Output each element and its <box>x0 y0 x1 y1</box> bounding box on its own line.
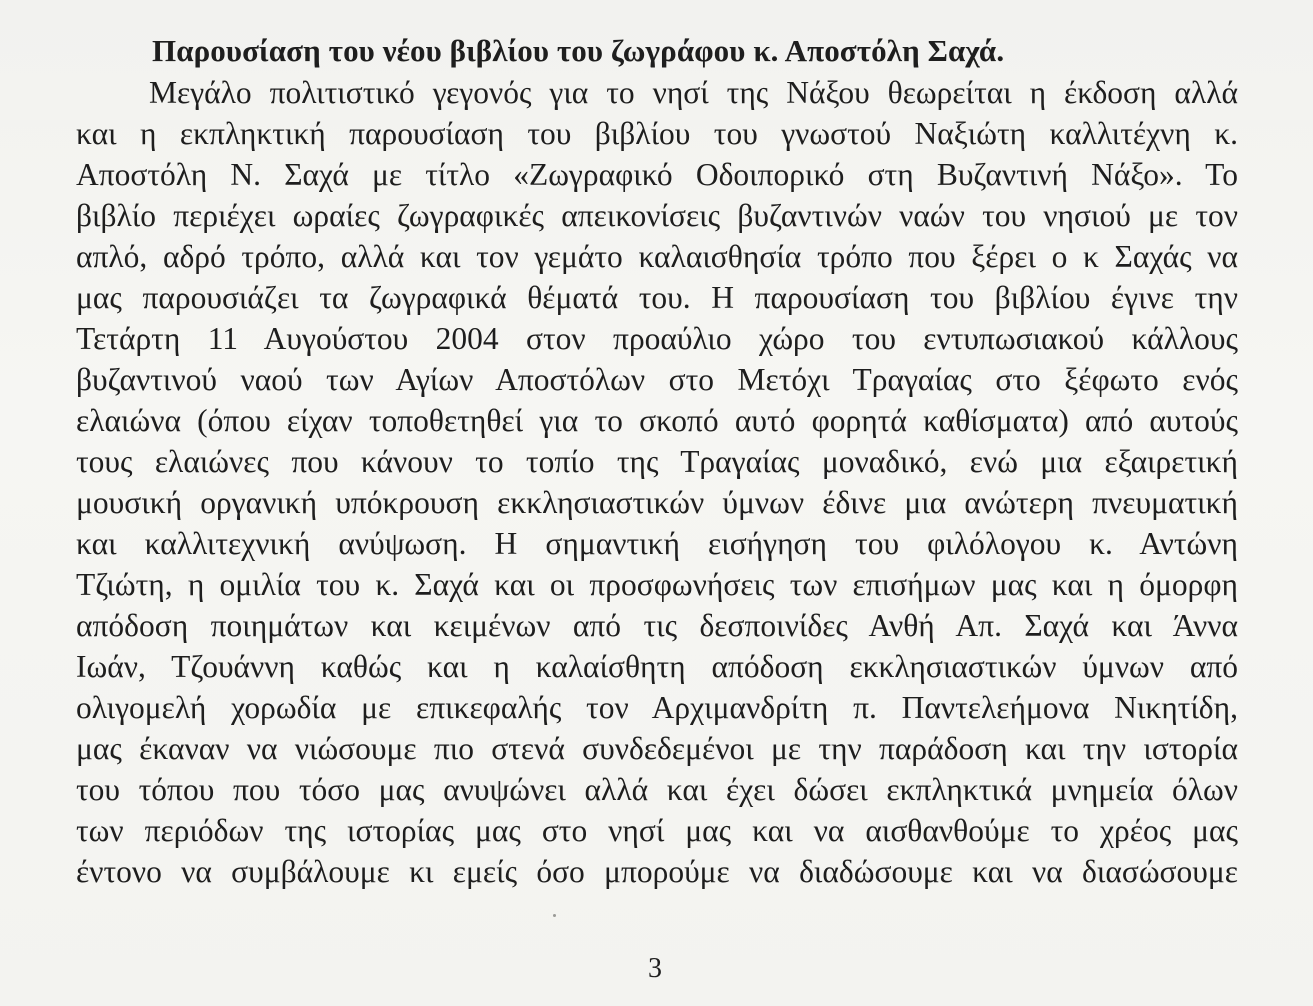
paragraph-line: μας παρουσιάζει τα ζωγραφικά θέματά του. Η παρουσίαση του βιβλίου έγινε την <box>76 280 1238 315</box>
paragraph-line: βιβλίο περιέχει ωραίες ζωγραφικές απεικονίσεις βυζαντινών ναών του νησιού με τον <box>76 198 1238 233</box>
paragraph-line: Μεγάλο πολιτιστικό γεγονός για το νησί της Νάξου θεωρείται η έκδοση αλλά <box>149 75 1238 110</box>
scan-speck <box>553 914 556 917</box>
paragraph-line: Τζιώτη, η ομιλία του κ. Σαχά και οι προσφωνήσεις των επισήμων μας και η όμορφη <box>76 567 1238 602</box>
paragraph-line: Τετάρτη 11 Αυγούστου 2004 στον προαύλιο χώρο του εντυπωσιακού κάλλους <box>76 321 1238 356</box>
paragraph-line: απλό, αδρό τρόπο, αλλά και τον γεμάτο καλαισθησία τρόπο που ξέρει ο κ Σαχάς να <box>76 239 1238 274</box>
page-number: 3 <box>648 953 662 984</box>
paragraph-line: Αποστόλη Ν. Σαχά με τίτλο «Ζωγραφικό Οδοιπορικό στη Βυζαντινή Νάξο». Το <box>76 157 1238 192</box>
paragraph-line: ελαιώνα (όπου είχαν τοποθετηθεί για το σκοπό αυτό φορητά καθίσματα) από αυτούς <box>76 403 1238 438</box>
paragraph-line: των περιόδων της ιστορίας μας στο νησί μας και να αισθανθούμε το χρέος μας <box>76 813 1238 848</box>
article-title: Παρουσίαση του νέου βιβλίου του ζωγράφου κ. Αποστόλη Σαχά. <box>152 33 1005 68</box>
article <box>76 30 1238 892</box>
paragraph-line: του τόπου που τόσο μας ανυψώνει αλλά και έχει δώσει εκπληκτικά μνημεία όλων <box>76 772 1238 807</box>
paragraph-line: και η εκπληκτική παρουσίαση του βιβλίου του γνωστού Ναξιώτη καλλιτέχνη κ. <box>76 116 1238 151</box>
paragraph-line: και καλλιτεχνική ανύψωση. Η σημαντική εισήγηση του φιλόλογου κ. Αντώνη <box>76 526 1238 561</box>
paragraph-line: ολιγομελή χορωδία με επικεφαλής τον Αρχιμανδρίτη π. Παντελεήμονα Νικητίδη, <box>76 690 1238 725</box>
paragraph-line: έντονο να συμβάλουμε κι εμείς όσο μπορούμε να διαδώσουμε και να διασώσουμε <box>76 854 1238 889</box>
paragraph-line: μουσική οργανική υπόκρουση εκκλησιαστικών ύμνων έδινε μια ανώτερη πνευματική <box>76 485 1238 520</box>
paragraph-line: βυζαντινού ναού των Αγίων Αποστόλων στο Μετόχι Τραγαίας στο ξέφωτο ενός <box>76 362 1238 397</box>
paragraph-line: τους ελαιώνες που κάνουν το τοπίο της Τραγαίας μοναδικό, ενώ μια εξαιρετική <box>76 444 1238 479</box>
paragraph-line: απόδοση ποιημάτων και κειμένων από τις δεσποινίδες Ανθή Απ. Σαχά και Άννα <box>76 608 1238 643</box>
paragraph-line: Ιωάν, Τζουάννη καθώς και η καλαίσθητη απόδοση εκκλησιαστικών ύμνων από <box>76 649 1238 684</box>
paragraph-line: μας έκαναν να νιώσουμε πιο στενά συνδεδεμένοι με την παράδοση και την ιστορία <box>76 731 1238 766</box>
